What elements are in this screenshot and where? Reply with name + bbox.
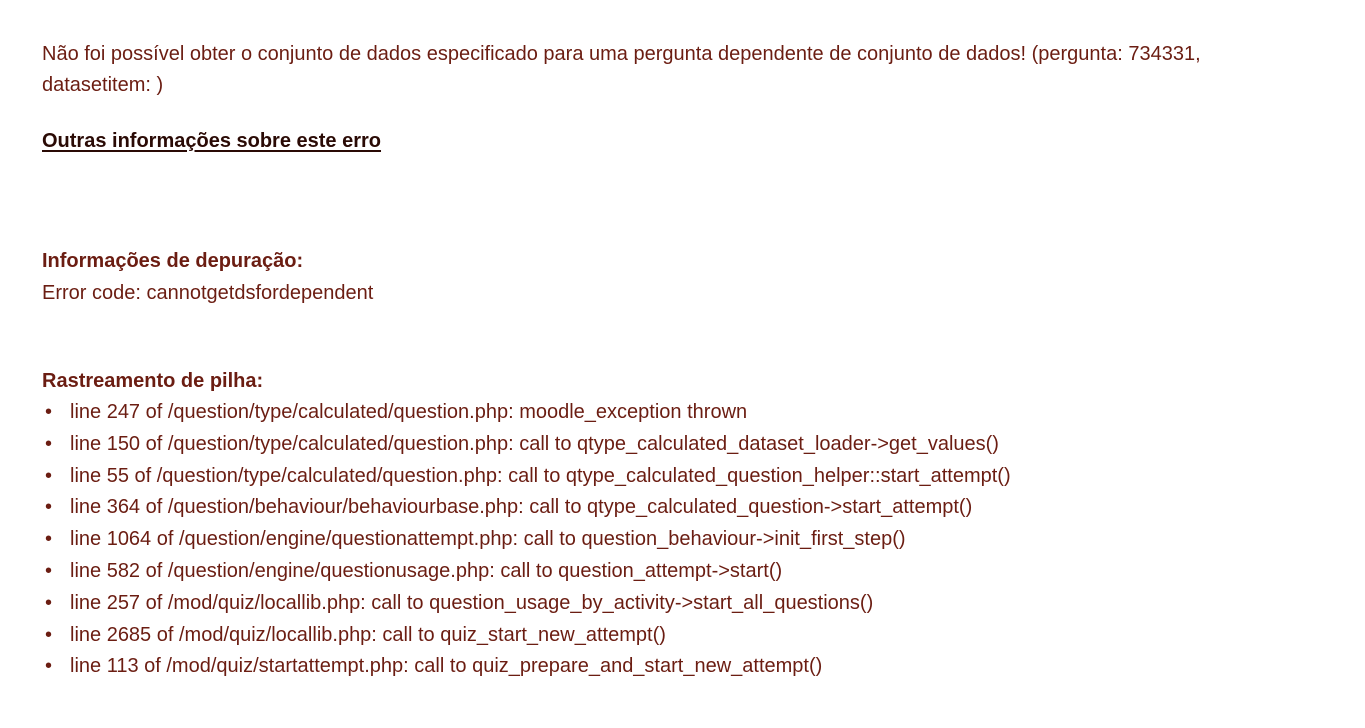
stack-trace-text: line 582 of /question/engine/questionusage.php: call to question_attempt->start(): [70, 559, 783, 582]
more-info-link[interactable]: Outras informações sobre este erro: [42, 130, 382, 152]
stack-trace-item: [42, 524, 1323, 556]
stack-trace-text: line 2685 of /mod/quiz/locallib.php: call to quiz_start_new_attempt(): [70, 623, 666, 646]
bullet-icon: •: [45, 432, 53, 455]
bullet-icon: •: [45, 464, 53, 487]
stack-trace-item: [42, 556, 1323, 588]
stack-trace-item: [42, 397, 1323, 429]
stack-trace-item: [42, 429, 1323, 461]
stack-trace-text: line 113 of /mod/quiz/startattempt.php: call to quiz_prepare_and_start_new_attempt(): [70, 655, 823, 678]
bullet-icon: •: [45, 496, 53, 519]
bullet-icon: •: [45, 559, 53, 582]
error-code-text: Error code: cannotgetdsfordependent: [42, 282, 374, 304]
stack-trace-text: line 1064 of /question/engine/questionattempt.php: call to question_behaviour->init_first_step(): [70, 528, 906, 551]
debug-info-heading: Informações de depuração:: [42, 250, 304, 272]
stack-trace-text: line 55 of /question/type/calculated/question.php: call to qtype_calculated_question_helper::start_attempt(): [70, 464, 1011, 487]
debug-info-section: [42, 246, 1323, 309]
stack-trace-item: [42, 492, 1323, 524]
stack-trace-section: [42, 366, 1323, 683]
bullet-icon: •: [45, 401, 53, 423]
bullet-icon: •: [45, 655, 53, 678]
stack-trace-text: line 257 of /mod/quiz/locallib.php: call to question_usage_by_activity->start_all_questions(): [70, 591, 874, 614]
stack-trace-item: [42, 651, 1323, 683]
stack-trace-list: [42, 397, 1323, 683]
bullet-icon: •: [45, 591, 53, 614]
bullet-icon: •: [45, 623, 53, 646]
stack-trace-text: line 364 of /question/behaviour/behaviourbase.php: call to qtype_calculated_question->start_attempt(): [70, 496, 973, 519]
stack-trace-heading: Rastreamento de pilha:: [42, 370, 264, 392]
stack-trace-item: [42, 588, 1323, 620]
error-message: Não foi possível obter o conjunto de dados especificado para uma pergunta dependente de conjunto de dados! (pergunta: 734331, datasetitem: ): [42, 43, 1201, 96]
stack-trace-text: line 247 of /question/type/calculated/question.php: moodle_exception thrown: [70, 401, 748, 423]
bullet-icon: •: [45, 528, 53, 551]
stack-trace-item: [42, 620, 1323, 652]
stack-trace-text: line 150 of /question/type/calculated/question.php: call to qtype_calculated_dataset_loader->get_values(): [70, 432, 999, 455]
stack-trace-item: [42, 461, 1323, 493]
